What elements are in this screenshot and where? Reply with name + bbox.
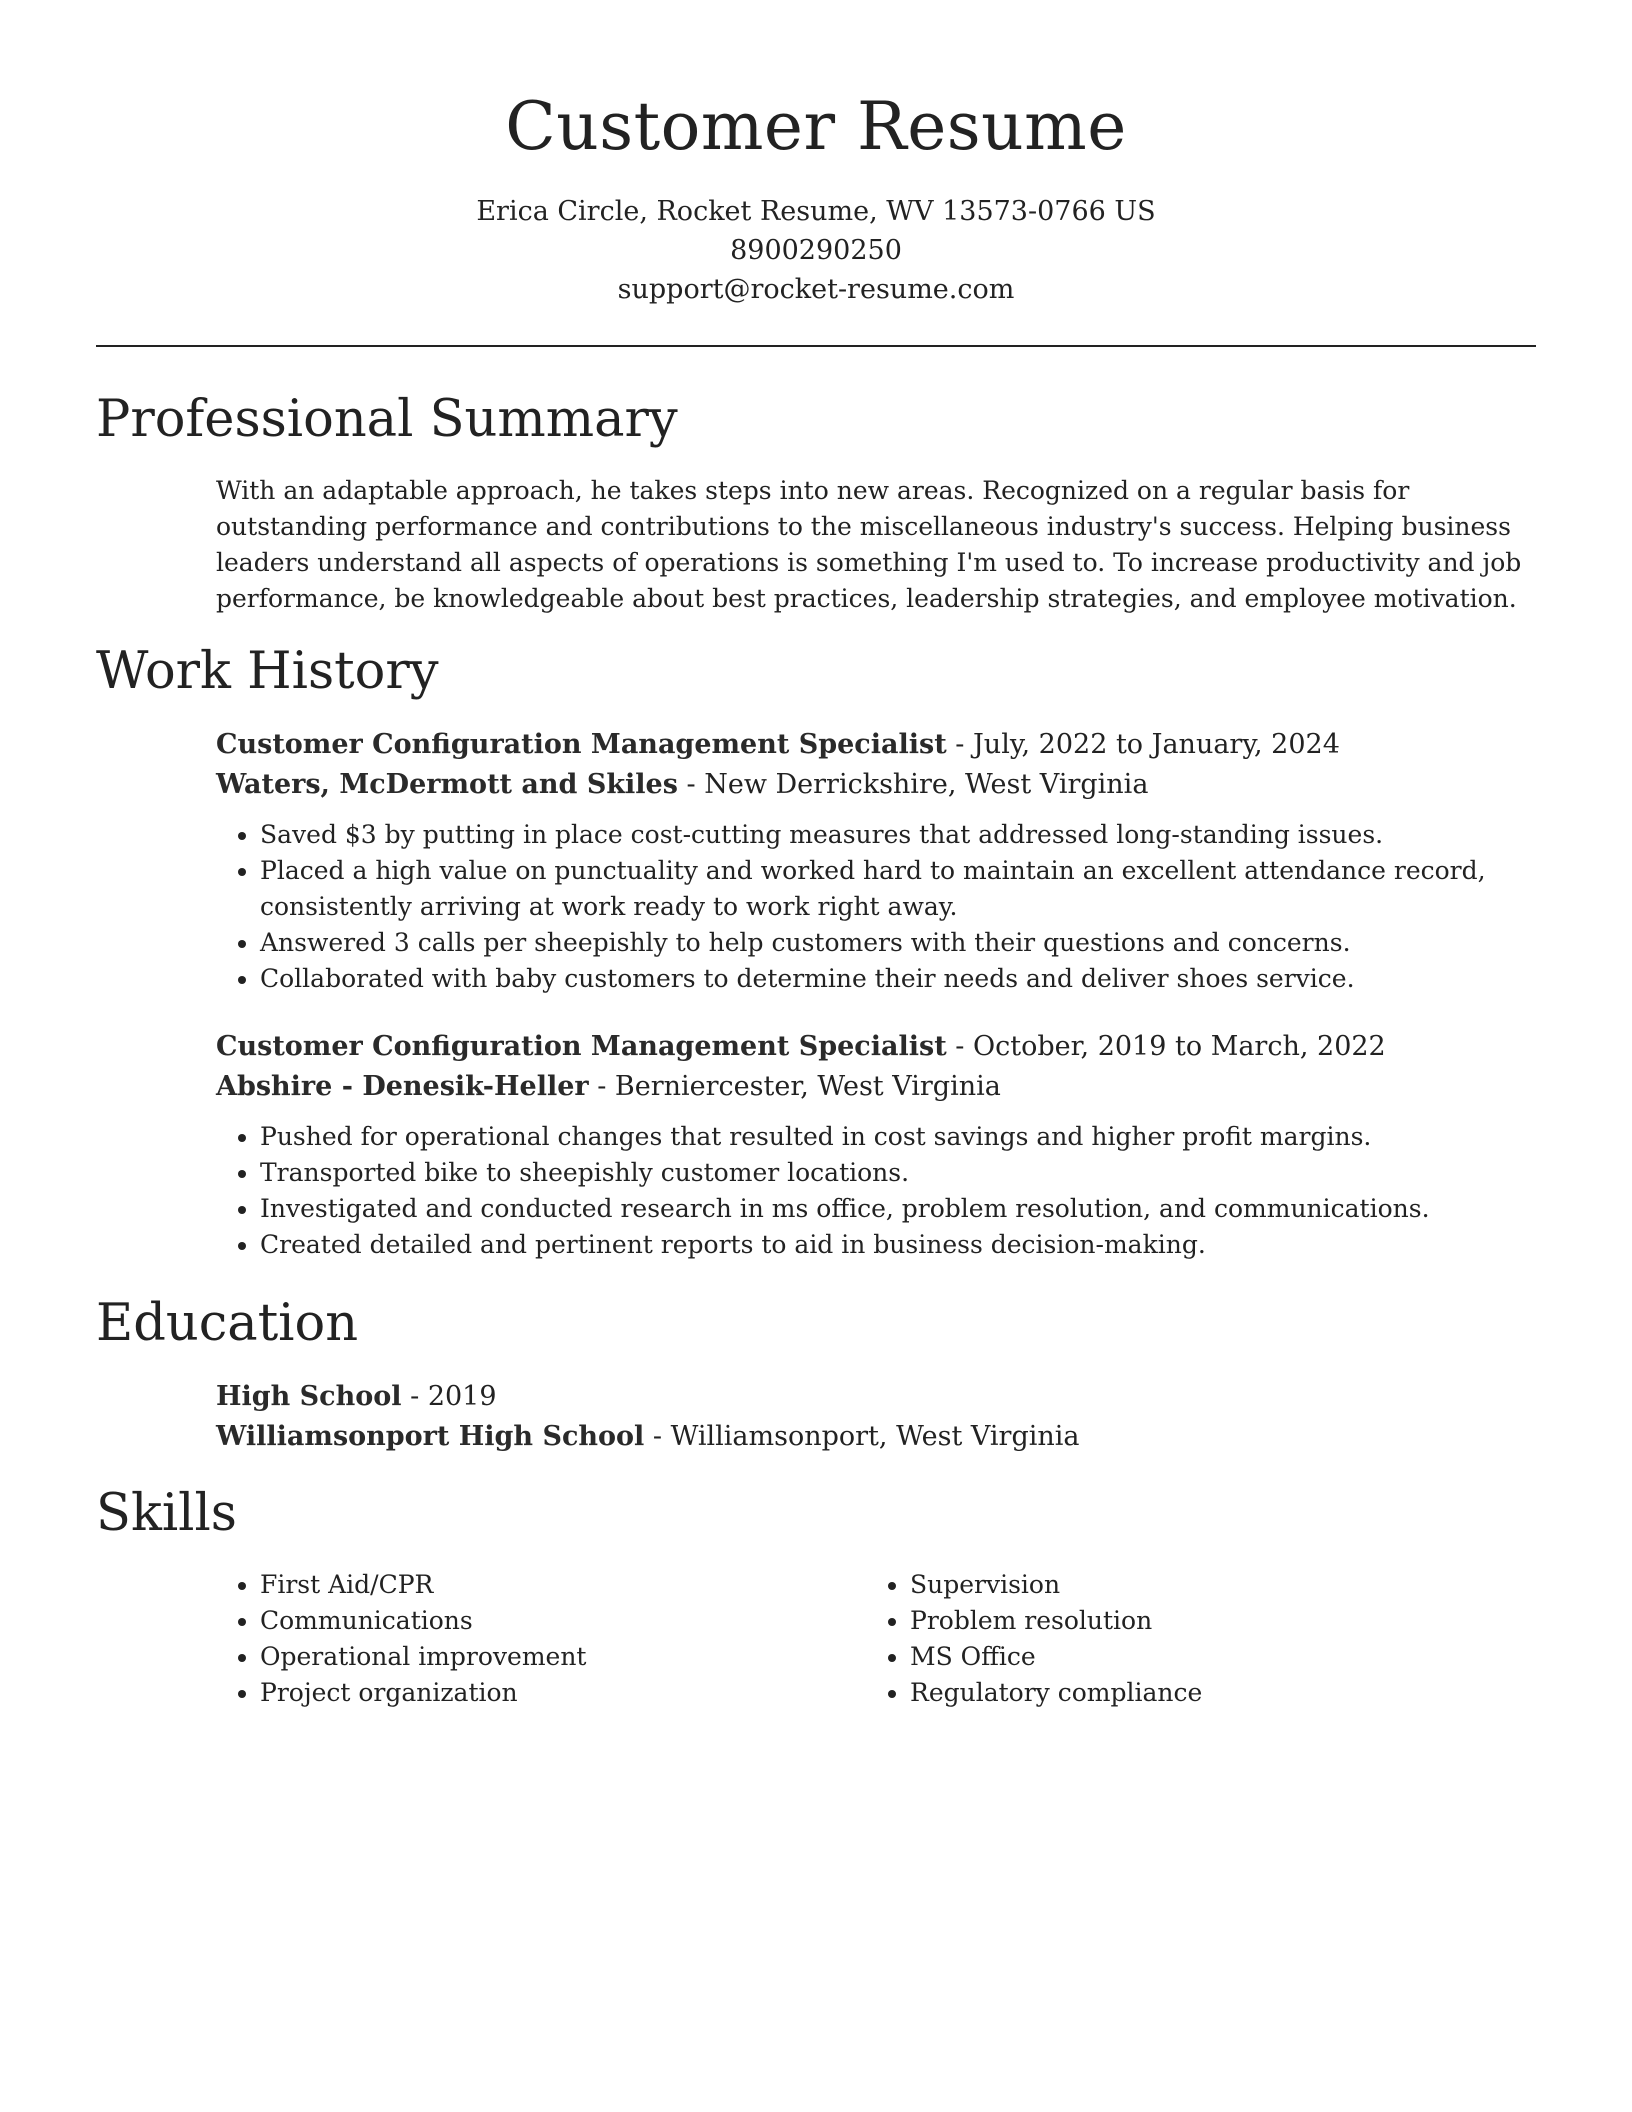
job-bullets — [216, 817, 1536, 997]
job-entry — [216, 725, 1536, 997]
job-bullet: • Pushed for operational changes that resulted in cost savings and higher profit margins. — [260, 1119, 1536, 1155]
education-school: Williamsonport High School — [216, 1421, 645, 1452]
job-bullet: • Collaborated with baby customers to determine their needs and deliver shoes service. — [260, 961, 1536, 997]
job-company-line — [216, 1067, 1536, 1107]
job-location: - Berniercester, West Virginia — [588, 1071, 1001, 1102]
education-section — [96, 1293, 1536, 1457]
header-divider — [96, 345, 1536, 347]
education-location: - Williamsonport, West Virginia — [644, 1421, 1080, 1452]
job-bullet: • Answered 3 calls per sheepishly to help customers with their questions and concerns. — [260, 925, 1536, 961]
skills-section — [96, 1483, 1536, 1711]
skill-item: • Problem resolution — [910, 1603, 1516, 1639]
skill-item: • Operational improvement — [260, 1639, 866, 1675]
job-bullet: • Placed a high value on punctuality and worked hard to maintain an excellent attendance record, consistently arriving at work ready to work right away. — [260, 853, 1536, 925]
skill-item: • First Aid/CPR — [260, 1567, 866, 1603]
job-bullet: • Investigated and conducted research in ms office, problem resolution, and communications. — [260, 1191, 1536, 1227]
summary-text: With an adaptable approach, he takes steps into new areas. Recognized on a regular basis for outstanding performance and contributions to the miscellaneous industry's success. Helping business leaders understand all aspects of operations is something I'm used to. To increase productivity and job performance, be knowledgeable about best practices, leadership strategies, and employee motivation. — [216, 476, 1522, 613]
job-location: - New Derrickshire, West Virginia — [677, 769, 1149, 800]
contact-address: Erica Circle, Rocket Resume, WV 13573-0766 US — [476, 196, 1156, 227]
job-role: Customer Configuration Management Specialist — [216, 729, 947, 760]
resume-name: Customer Resume — [505, 88, 1127, 165]
job-entry — [216, 1027, 1536, 1263]
skill-item: • Communications — [260, 1603, 866, 1639]
job-bullet: • Created detailed and pertinent reports to aid in business decision-making. — [260, 1227, 1536, 1263]
education-school-line — [216, 1417, 1536, 1457]
work-history-title: Work History — [96, 642, 439, 701]
skills-list-right — [866, 1567, 1516, 1711]
summary-title: Professional Summary — [96, 390, 678, 449]
job-role: Customer Configuration Management Specialist — [216, 1031, 947, 1062]
contact-phone: 8900290250 — [730, 235, 902, 266]
skill-item: • Regulatory compliance — [910, 1675, 1516, 1711]
education-entry — [216, 1377, 1536, 1457]
job-dates: - July, 2022 to January, 2024 — [946, 729, 1340, 760]
summary-section — [96, 389, 1536, 617]
job-title-line — [216, 1027, 1536, 1067]
work-history-section — [96, 641, 1536, 1263]
skill-item: • Supervision — [910, 1567, 1516, 1603]
education-title: Education — [96, 1294, 359, 1353]
job-company: Abshire - Denesik-Heller — [216, 1071, 589, 1102]
job-dates: - October, 2019 to March, 2022 — [946, 1031, 1386, 1062]
education-year: - 2019 — [401, 1381, 497, 1412]
education-degree: High School — [216, 1381, 402, 1412]
job-title-line — [216, 725, 1536, 765]
education-degree-line — [216, 1377, 1536, 1417]
job-bullet: • Transported bike to sheepishly customer locations. — [260, 1155, 1536, 1191]
skills-grid — [216, 1567, 1536, 1711]
skills-title: Skills — [96, 1484, 237, 1543]
job-bullets — [216, 1119, 1536, 1263]
resume-header — [96, 0, 1536, 309]
contact-email: support@rocket-resume.com — [617, 274, 1015, 305]
job-company: Waters, McDermott and Skiles — [216, 769, 678, 800]
job-company-line — [216, 765, 1536, 805]
skills-list-left — [216, 1567, 866, 1711]
skill-item: • MS Office — [910, 1639, 1516, 1675]
job-bullet: • Saved $3 by putting in place cost-cutting measures that addressed long-standing issues. — [260, 817, 1536, 853]
skill-item: • Project organization — [260, 1675, 866, 1711]
